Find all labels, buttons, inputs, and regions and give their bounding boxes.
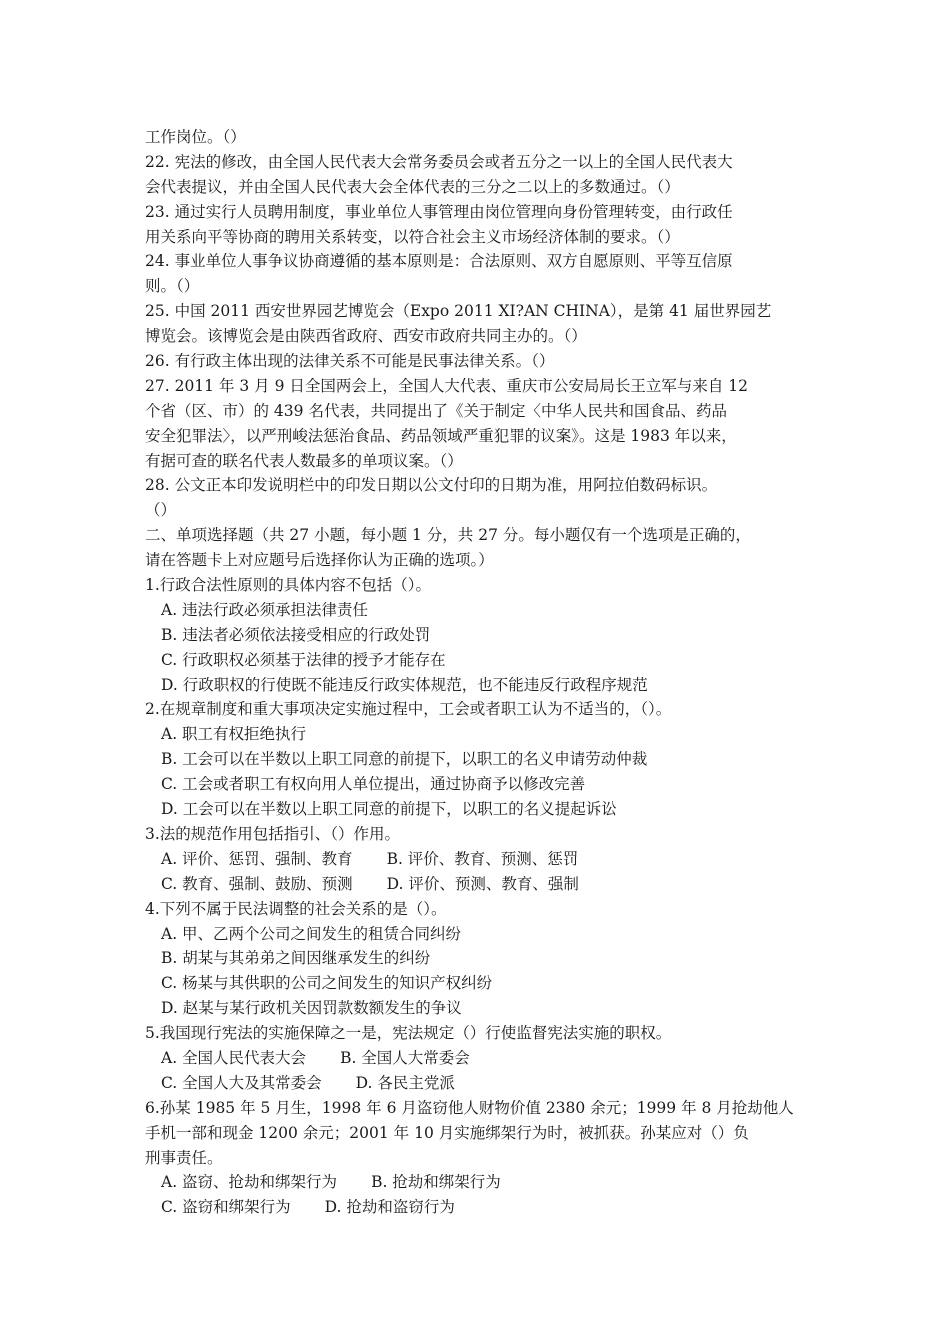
text-line: 1.行政合法性原则的具体内容不包括（）。	[145, 576, 432, 595]
option-text: B. 抢劫和绑架行为	[371, 1173, 501, 1192]
text-line: 则。（）	[145, 277, 200, 296]
text-line: 有据可查的联名代表人数最多的单项议案。（）	[145, 451, 463, 470]
option-row	[145, 1170, 815, 1195]
option-text: B. 工会可以在半数以上职工同意的前提下，以职工的名义申请劳动仲裁	[161, 750, 648, 769]
option-text: C. 行政职权必须基于法律的授予才能存在	[161, 650, 446, 669]
text-line: 手机一部和现金 1200 余元；2001 年 10 月实施绑架行为时，被抓获。孙某应对（）负	[145, 1123, 749, 1142]
text-line: 二、单项选择题（共 27 小题，每小题 1 分，共 27 分。每小题仅有一个选项是正确的，	[145, 526, 751, 545]
option-text: D. 赵某与某行政机关因罚款数额发生的争议	[161, 999, 462, 1018]
text-line: 安全犯罪法〉，以严刑峻法惩治食品、药品领域严重犯罪的议案》。这是 1983 年以来，	[145, 426, 737, 445]
option-row	[145, 1195, 815, 1220]
text-line: 2.在规章制度和重大事项决定实施过程中，工会或者职工认为不适当的，（）。	[145, 700, 672, 719]
text-line: 26. 有行政主体出现的法律关系不可能是民事法律关系。（）	[145, 352, 555, 371]
text-line: 25. 中国 2011 西安世界园艺博览会（Expo 2011 XI?AN CHINA），是第 41 届世界园艺	[145, 302, 772, 321]
option-text: C. 杨某与其供职的公司之间发生的知识产权纠纷	[161, 974, 493, 993]
option-text: B. 全国人大常委会	[340, 1048, 470, 1067]
option-text: A. 全国人民代表大会	[161, 1048, 307, 1067]
text-line: 4.下列不属于民法调整的社会关系的是（）。	[145, 899, 447, 918]
text-line: 工作岗位。（）	[145, 128, 246, 146]
option-text: D. 评价、预测、教育、强制	[386, 874, 579, 893]
text-line: 22. 宪法的修改，由全国人民代表大会常务委员会或者五分之一以上的全国人民代表大	[145, 152, 733, 171]
option-text: B. 评价、教育、预测、惩罚	[386, 849, 579, 868]
text-line: 27. 2011 年 3 月 9 日全国两会上，全国人大代表、重庆市公安局局长王立军与来自 12	[145, 376, 749, 395]
option-text: B. 胡某与其弟弟之间因继承发生的纠纷	[161, 949, 431, 968]
text-line: 博览会。该博览会是由陕西省政府、西安市政府共同主办的。（）	[145, 327, 587, 346]
text-line: 请在答题卡上对应题号后选择你认为正确的选项。）	[145, 551, 494, 570]
option-text: D. 抢劫和盗窃行为	[324, 1198, 455, 1217]
option-text: D. 行政职权的行使既不能违反行政实体规范，也不能违反行政程序规范	[161, 675, 648, 694]
option-text: A. 甲、乙两个公司之间发生的租赁合同纠纷	[161, 924, 462, 943]
option-text: A. 盗窃、抢劫和绑架行为	[161, 1173, 338, 1192]
text-line: 会代表提议，并由全国人民代表大会全体代表的三分之二以上的多数通过。（）	[145, 177, 680, 196]
text-line: 用关系向平等协商的聘用关系转变，以符合社会主义市场经济体制的要求。（）	[145, 227, 680, 246]
option-row	[145, 872, 815, 897]
option-text: D. 各民主党派	[355, 1073, 455, 1092]
option-text: C. 工会或者职工有权向用人单位提出，通过协商予以修改完善	[161, 775, 586, 794]
document-page	[145, 125, 815, 1220]
option-text: A. 违法行政必须承担法律责任	[161, 600, 369, 619]
text-line: 刑事责任。	[145, 1148, 223, 1167]
option-text: D. 工会可以在半数以上职工同意的前提下，以职工的名义提起诉讼	[161, 800, 617, 819]
text-line: 个省（区、市）的 439 名代表，共同提出了《关于制定〈中华人民共和国食品、药品	[145, 401, 727, 420]
option-text: B. 违法者必须依法接受相应的行政处罚	[161, 625, 431, 644]
option-text: C. 全国人大及其常委会	[161, 1073, 322, 1092]
text-line: 5.我国现行宪法的实施保障之一是，宪法规定（）行使监督宪法实施的职权。	[145, 1024, 672, 1043]
option-row	[145, 1071, 815, 1096]
option-text: C. 教育、强制、鼓励、预测	[161, 874, 353, 893]
text-line: 6.孙某 1985 年 5 月生，1998 年 6 月盗窃他人财物价值 2380 余元；1999 年 8 月抢劫他人	[145, 1098, 794, 1117]
text-line: 24. 事业单位人事争议协商遵循的基本原则是：合法原则、双方自愿原则、平等互信原	[145, 252, 733, 271]
option-text: A. 职工有权拒绝执行	[161, 725, 307, 744]
option-row	[145, 1046, 815, 1071]
text-line: （）	[145, 501, 177, 520]
text-line: 28. 公文正本印发说明栏中的印发日期以公文付印的日期为准，用阿拉伯数码标识。	[145, 476, 718, 495]
text-line: 23. 通过实行人员聘用制度，事业单位人事管理由岗位管理向身份管理转变，由行政任	[145, 202, 733, 221]
option-row	[145, 847, 815, 872]
option-text: C. 盗窃和绑架行为	[161, 1198, 291, 1217]
text-line: 3.法的规范作用包括指引、（）作用。	[145, 824, 401, 843]
option-text: A. 评价、惩罚、强制、教育	[161, 849, 353, 868]
